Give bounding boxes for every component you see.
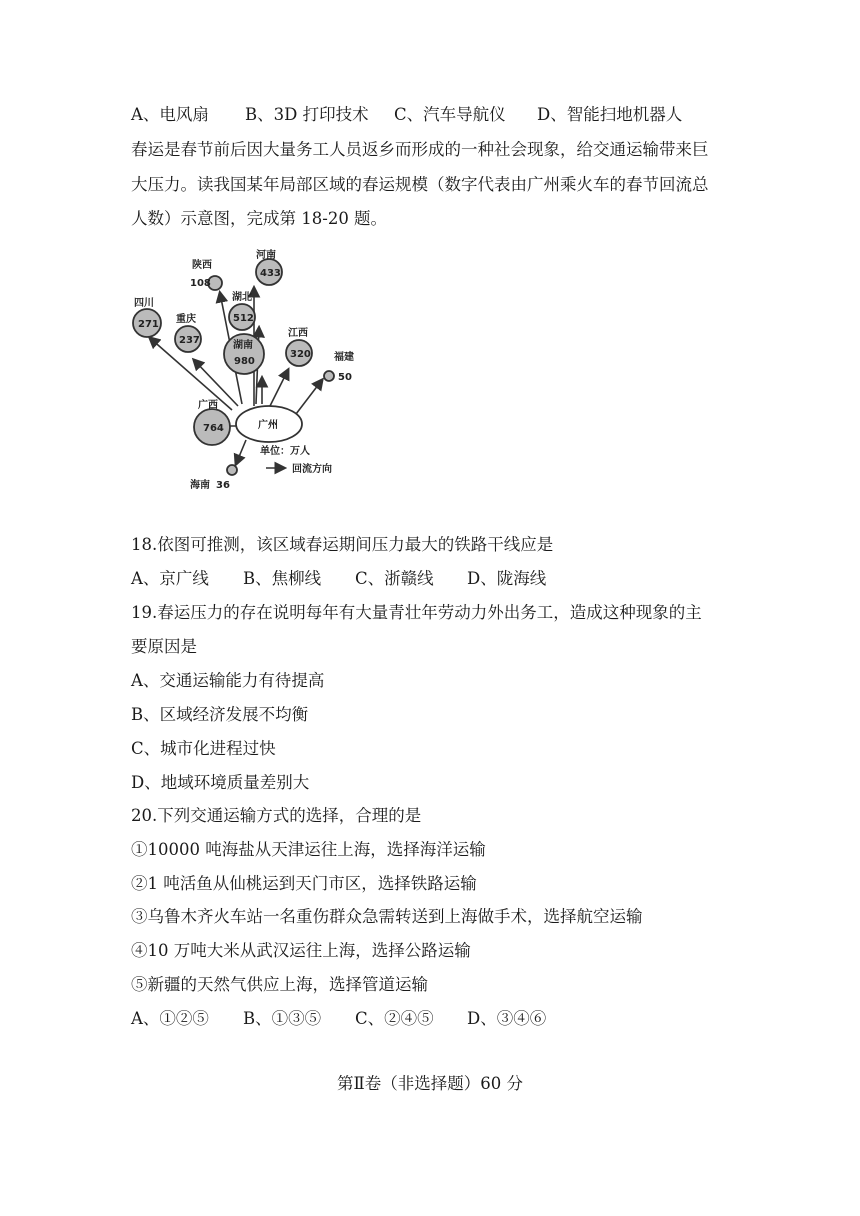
- node-jiangxi-name: 江西: [288, 328, 308, 339]
- node-fujian-value: 50: [338, 372, 352, 383]
- node-henan-value: 433: [260, 268, 281, 279]
- q18-option-a: A、京广线: [131, 569, 209, 588]
- q19-stem-1: 19.春运压力的存在说明每年有大量青壮年劳动力外出务工，造成这种现象的主: [131, 603, 702, 622]
- option-b: B、3D 打印技术: [245, 105, 369, 124]
- node-guangxi-name: 广西: [198, 400, 218, 411]
- node-shaanxi-value: 108: [190, 278, 211, 289]
- node-hubei-name: 湖北: [232, 292, 252, 303]
- q20-option-c: C、②④⑤: [355, 1009, 434, 1028]
- q19-stem-2: 要原因是: [131, 637, 197, 656]
- node-hainan-value: 36: [216, 480, 230, 491]
- q20-stem: 20.下列交通运输方式的选择，合理的是: [131, 806, 422, 825]
- node-fujian-name: 福建: [334, 352, 354, 363]
- legend-label: 回流方向: [292, 464, 332, 475]
- option-c: C、汽车导航仪: [394, 105, 506, 124]
- intro-line-2: 大压力。读我国某年局部区域的春运规模（数字代表由广州乘火车的春节回流总: [131, 175, 709, 194]
- q19-option-d: D、地域环境质量差别大: [131, 773, 310, 792]
- node-hainan-name: 海南: [190, 480, 210, 491]
- q20-item-3: ③乌鲁木齐火车站一名重伤群众急需转送到上海做手术，选择航空运输: [131, 907, 643, 926]
- node-hunan-value: 980: [234, 356, 255, 367]
- node-sichuan-name: 四川: [134, 298, 154, 309]
- q20-item-4: ④10 万吨大米从武汉运往上海，选择公路运输: [131, 941, 471, 960]
- section-title: 第Ⅱ卷（非选择题）60 分: [337, 1074, 523, 1093]
- q20-item-5: ⑤新疆的天然气供应上海，选择管道运输: [131, 975, 428, 994]
- option-a: A、电风扇: [131, 105, 209, 124]
- node-jiangxi-value: 320: [290, 349, 311, 360]
- q18-options: [131, 568, 546, 590]
- node-henan-name: 河南: [256, 250, 276, 261]
- q20-item-1: ①10000 吨海盐从天津运往上海，选择海洋运输: [131, 840, 486, 859]
- q20-item-2: ②1 吨活鱼从仙桃运到天门市区，选择铁路运输: [131, 874, 477, 893]
- node-guangxi-value: 764: [203, 423, 224, 434]
- q20-option-b: B、①③⑤: [243, 1009, 322, 1028]
- intro-line-3: 人数）示意图，完成第 18-20 题。: [131, 209, 388, 228]
- option-d: D、智能扫地机器人: [537, 105, 683, 124]
- unit-label: 单位：万人: [260, 446, 310, 457]
- node-hubei-value: 512: [233, 313, 254, 324]
- q18-stem: 18.依图可推测，该区域春运期间压力最大的铁路干线应是: [131, 535, 554, 554]
- q18-option-d: D、陇海线: [467, 569, 547, 588]
- node-sichuan-value: 271: [138, 319, 159, 330]
- spring-festival-migration-diagram: [128, 236, 388, 504]
- q18-option-c: C、浙赣线: [355, 569, 434, 588]
- node-chongqing-value: 237: [179, 335, 200, 346]
- q17-options: [131, 104, 682, 126]
- node-shaanxi-name: 陕西: [192, 260, 212, 271]
- q20-option-a: A、①②⑤: [131, 1009, 209, 1028]
- node-chongqing-name: 重庆: [176, 314, 196, 325]
- q20-option-d: D、③④⑥: [467, 1009, 547, 1028]
- q19-option-c: C、城市化进程过快: [131, 739, 276, 758]
- q20-options: [131, 1008, 546, 1030]
- center-guangzhou: 广州: [258, 420, 278, 431]
- node-hunan-name: 湖南: [233, 340, 253, 351]
- q18-option-b: B、焦柳线: [243, 569, 322, 588]
- intro-line-1: 春运是春节前后因大量务工人员返乡而形成的一种社会现象，给交通运输带来巨: [131, 140, 709, 159]
- q19-option-a: A、交通运输能力有待提高: [131, 671, 325, 690]
- q19-option-b: B、区域经济发展不均衡: [131, 705, 309, 724]
